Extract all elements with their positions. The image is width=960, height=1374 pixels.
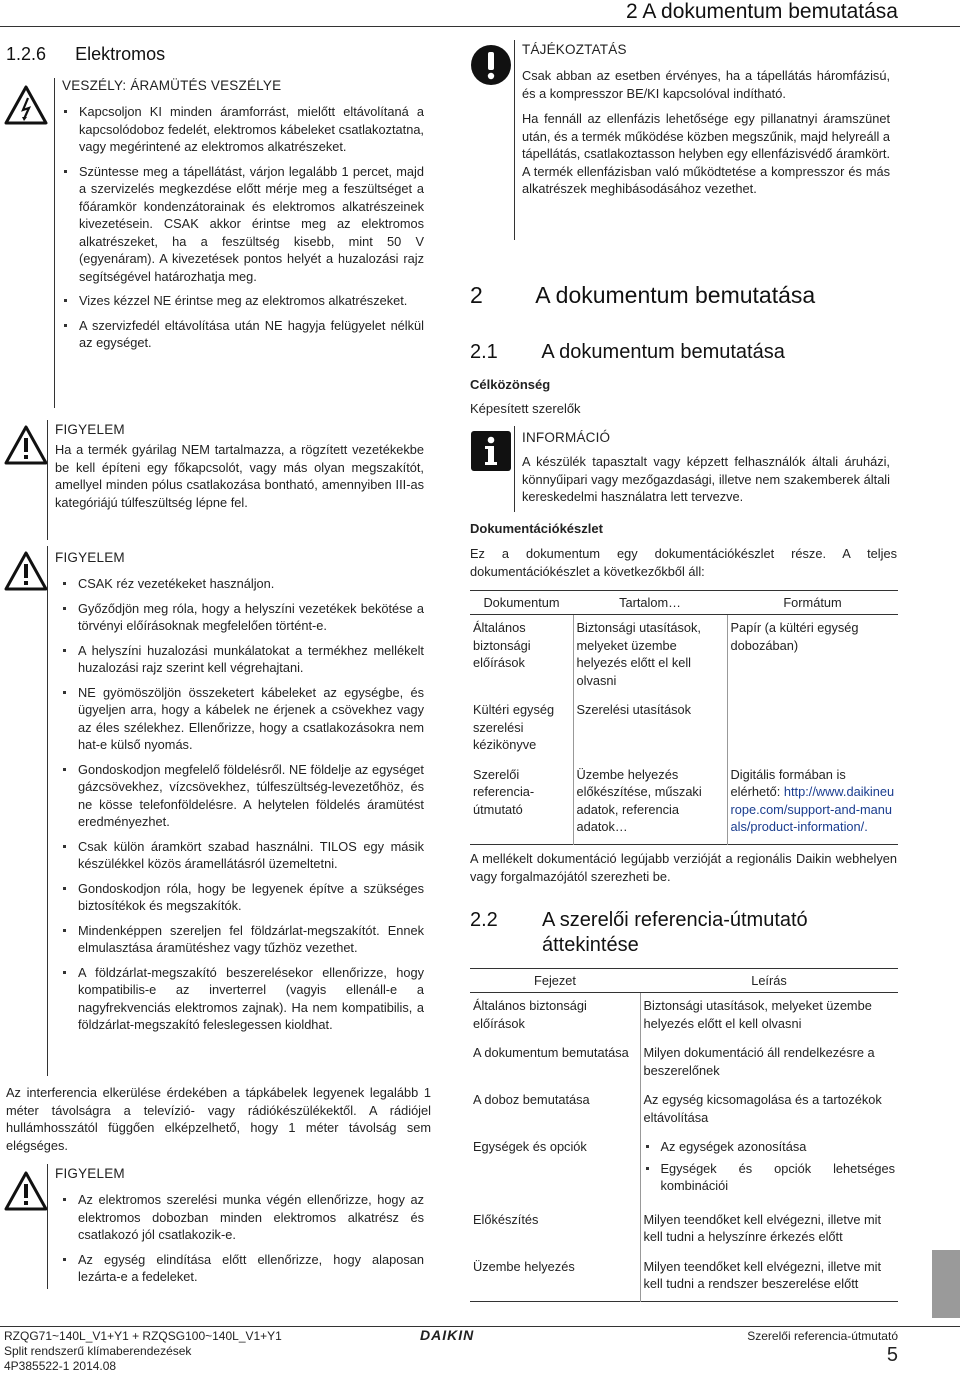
page-number: 5 xyxy=(886,1344,898,1366)
chapter-title: A dokumentum bemutatása xyxy=(535,282,816,308)
list-item: Az elektromos szerelési munka végén ellenőrizze, hogy az elektromos dobozban minden elektromos alkatrész és csatlakozó jól csatlakozik-e. xyxy=(61,1191,424,1244)
info-block xyxy=(522,430,890,506)
table-cell: Kültéri egység szerelési kézikönyve xyxy=(473,702,555,752)
list-item: A szervizfedél eltávolítása után NE hagyja felügyelet nélkül az egységet. xyxy=(62,317,424,352)
table-cell: Szerelői referencia-útmutató xyxy=(473,766,535,817)
table-row xyxy=(470,762,898,845)
section-title: Elektromos xyxy=(75,44,166,64)
list-item: Mindenképpen szereljen fel földzárlat-megszakítót. Ennek elmulasztása áramütéshez vagy tűzhöz vezethet. xyxy=(61,922,424,957)
section-title: A szerelői referencia-útmutató áttekintése xyxy=(542,909,808,956)
info-block xyxy=(522,42,890,198)
table-cell: Biztonsági utasítások, melyeket üzembe helyezés előtt el kell olvasni xyxy=(640,993,898,1041)
table-row xyxy=(470,615,898,698)
table-header: Formátum xyxy=(727,591,898,615)
info-text: A készülék tapasztalt vagy képzett felhasználók általi áruházi, könnyűipari vagy mezőgazdasági, illetve nem szakemberek általi kereskedelmi használatra lett tervezve. xyxy=(522,454,890,504)
table-header: Fejezet xyxy=(470,969,640,993)
notice-sidebar xyxy=(47,1164,48,1289)
notice-sidebar xyxy=(47,420,48,540)
list-item: Szüntesse meg a tápellátást, várjon legalább 1 percet, majd a szervizelés megkezdése előtt mérje meg a feszültséget a főáramkör kondenzátorainak és elektromos alkatrészeinek kivezetésein. CSAK akkor érintse meg az elektromos alkatrészeket, ha a feszültség kisebb, mint 50 V (egyenáram). A kivezetések pontos helyét a huzalozási rajz segítségével határozhatja meg. xyxy=(62,163,424,286)
notice-block xyxy=(55,422,424,511)
notice-sidebar xyxy=(47,546,48,1076)
notice-title: FIGYELEM xyxy=(55,422,125,437)
table-cell: Egységek és opciók xyxy=(473,1139,587,1154)
table-header: Dokumentum xyxy=(470,591,573,615)
list-item: CSAK réz vezetékeket használjon. xyxy=(61,575,424,593)
overview-table xyxy=(470,968,898,1302)
section-title: A dokumentum bemutatása xyxy=(541,341,785,363)
warning-icon xyxy=(4,1170,48,1215)
documentation-table xyxy=(470,590,898,845)
notice-title: FIGYELEM xyxy=(55,1166,125,1181)
table-cell: Az egység kicsomagolása és a tartozékok eltávolítása xyxy=(640,1087,898,1134)
table-row xyxy=(470,1087,898,1134)
table-cell: Biztonsági utasítások, melyeket üzembe helyezés előtt el kell olvasni xyxy=(573,615,727,698)
notice-block xyxy=(55,1166,424,1293)
danger-sidebar xyxy=(54,78,55,408)
table-cell: A doboz bemutatása xyxy=(473,1092,590,1107)
section-number: 1.2.6 xyxy=(6,44,47,64)
info-title: TÁJÉKOZTATÁS xyxy=(522,42,627,57)
daikin-link[interactable]: http://www.daikineurope.com/support-and-manuals/product-information/. xyxy=(730,784,895,834)
footer-type: Split rendszerű klímaberendezések xyxy=(4,1344,192,1358)
notice-block xyxy=(55,550,424,1041)
table-cell: Üzembe helyezés xyxy=(473,1258,575,1274)
daikin-logo: DAIKIN xyxy=(420,1327,475,1343)
warning-icon xyxy=(4,424,48,469)
list-item: Vizes kézzel NE érintse meg az elektromos alkatrészeket. xyxy=(62,292,424,310)
table-row xyxy=(470,1207,898,1254)
list-item: Az egységek azonosítása xyxy=(644,1138,896,1156)
table-row xyxy=(470,1134,898,1207)
docset-label: Dokumentációkészlet xyxy=(470,521,603,536)
table-cell: Milyen dokumentáció áll rendelkezésre a beszerelőnek xyxy=(640,1040,898,1087)
info-sidebar xyxy=(514,40,515,240)
table-row xyxy=(470,993,898,1041)
table-header: Leírás xyxy=(640,969,898,993)
table-cell xyxy=(640,1134,898,1207)
footer-guide: Szerelői referencia-útmutató xyxy=(747,1329,898,1343)
target-audience-value: Képesített szerelők xyxy=(470,401,581,416)
table-cell: Papír (a kültéri egység dobozában) xyxy=(727,615,898,762)
running-header: 2 A dokumentum bemutatása xyxy=(625,0,898,23)
table-cell: Általános biztonsági előírások xyxy=(473,620,531,670)
list-item: Az egység elindítása előtt ellenőrizze, hogy alaposan lezárta-e a fedeleket. xyxy=(61,1251,424,1286)
table-row xyxy=(470,1040,898,1087)
notice-text: Ha a termék gyárilag NEM tartalmazza, a rögzített vezetékekbe be kell építeni egy főkapcsolót, vagy más olyan megszakítót, amellyel minden pólus csatlakozása bontható, amennyiben III-as kategóriájú túlfeszültség lépne fel. xyxy=(55,442,424,510)
section-2-2-heading xyxy=(470,908,890,958)
electric-warning-icon xyxy=(4,84,48,129)
section-number: 2.1 xyxy=(470,341,498,363)
list-item: Gondoskodjon róla, hogy be legyenek építve a szükséges biztosítékok és megszakítók. xyxy=(61,880,424,915)
overview-table-body xyxy=(470,993,898,1302)
danger-block xyxy=(62,78,424,359)
info-icon xyxy=(470,430,512,475)
footer-code: 4P385522-1 2014.08 xyxy=(4,1359,117,1373)
table-header: Tartalom… xyxy=(573,591,727,615)
target-audience-label: Célközönség xyxy=(470,377,551,392)
list-item: Gondoskodjon megfelelő földelésről. NE földelje az egységet gázcsövekhez, vízcsövekhez, túlfeszültség-levezetőhöz, és ne kösse telefonföldelésre. A helytelen földelés áramütést eredményezhet. xyxy=(61,761,424,831)
warning-icon xyxy=(4,550,48,595)
chapter-heading xyxy=(470,282,815,309)
format-text: Digitális formában is elérhető: xyxy=(730,766,846,799)
exclamation-icon xyxy=(470,44,512,89)
section-number: 2.2 xyxy=(470,909,498,931)
page-tab-marker xyxy=(932,1250,960,1318)
table-cell: Üzembe helyezés előkészítése, műszaki adatok, referencia adatok… xyxy=(573,762,727,845)
cell-list xyxy=(644,1138,896,1195)
footer-rule xyxy=(0,1326,960,1327)
info-sidebar xyxy=(514,426,515,512)
list-item: Győződjön meg róla, hogy a helyszíni vezetékek bekötése a törvényi előírásoknak megfelelően történt-e. xyxy=(61,600,424,635)
table-cell: Milyen teendőket kell elvégezni, illetve mit kell tudni a rendszer beszerelése előtt xyxy=(640,1254,898,1302)
table-cell: Milyen teendőket kell elvégezni, illetve mit kell tudni a helyszínre érkezés előtt xyxy=(640,1207,898,1254)
info-text: Csak abban az esetben érvényes, ha a tápellátás háromfázisú, és a kompresszor BE/KI kapcsolóval indítható. xyxy=(522,68,890,101)
notice-title: FIGYELEM xyxy=(55,550,125,565)
list-item: A földzárlat-megszakító beszerelésekor ellenőrizze, hogy kompatibilis-e az inverterrel (vagyis ellenáll-e a nagyfrekvenciás elektromos zajnak). Ha nem kompatibilis, a földzárlat-megszakító feleslegessen kioldhat. xyxy=(61,964,424,1034)
table-row xyxy=(470,1254,898,1302)
section-2-1-heading xyxy=(470,340,785,365)
interference-paragraph: Az interferencia elkerülése érdekében a tápkábelek legyenek legalább 1 méter távolságra a televízió- vagy rádiókészülékektől. A rádiójel hullámhosszától függően elképzelhető, hogy 1 méter távolság sem elégséges. xyxy=(6,1085,431,1153)
info-text: Ha fennáll az ellenfázis lehetősége egy pillanatnyi áramszünet után, és a termék működése közben megszűnik, majd helyreáll a tápellátás, csatlakoztasson helyben egy ellenfázisvédő áramkört. A termék ellenfázisban való működtetése a kompresszor és más alkatrészek meghibásodásához vezethet. xyxy=(522,111,890,196)
list-item: Kapcsoljon KI minden áramforrást, mielőtt eltávolítaná a kapcsolódoboz fedelét, elektromos kábeleket csatlakoztatna, vagy megérintené az elektromos alkatrészeket. xyxy=(62,103,424,156)
list-item: A helyszíni huzalozási munkálatokat a termékhez mellékelt huzalozási rajz szerint kell végrehajtani. xyxy=(61,642,424,677)
table-cell: Előkészítés xyxy=(473,1211,539,1227)
after-table-text: A mellékelt dokumentáció legújabb verzióját a regionális Daikin webhelyen vagy forgalmazójától szerezheti be. xyxy=(470,851,897,884)
list-item: Egységek és opciók lehetséges kombinációi xyxy=(644,1160,896,1195)
table-cell xyxy=(727,762,898,845)
chapter-number: 2 xyxy=(470,282,483,308)
section-heading xyxy=(6,44,165,65)
footer-model: RZQG71~140L_V1+Y1 + RZQSG100~140L_V1+Y1 xyxy=(4,1329,282,1343)
info-title: INFORMÁCIÓ xyxy=(522,430,611,445)
footer-left xyxy=(4,1329,282,1374)
table-cell: A dokumentum bemutatása xyxy=(473,1045,629,1060)
table-cell: Általános biztonsági előírások xyxy=(473,998,587,1031)
list-item: NE gyömöszöljön összeketert kábeleket az egységbe, és ügyeljen arra, hogy a kábelek ne érjenek a csövekhez vagy az éles szélekhez. Ellenőrizze, hogy a csatlakozásokra nem hat-e külső nyomás. xyxy=(61,684,424,754)
table-cell: Szerelési utasítások xyxy=(573,697,727,762)
danger-title: VESZÉLY: ÁRAMÜTÉS VESZÉLYE xyxy=(62,78,282,93)
header-rule xyxy=(0,26,960,27)
docset-intro: Ez a dokumentum egy dokumentációkészlet része. A teljes dokumentációkészlet a következőkből áll: xyxy=(470,546,897,579)
list-item: Csak külön áramkört szabad használni. TILOS egy másik készülékkel közös áramellátásról üzemeltetni. xyxy=(61,838,424,873)
